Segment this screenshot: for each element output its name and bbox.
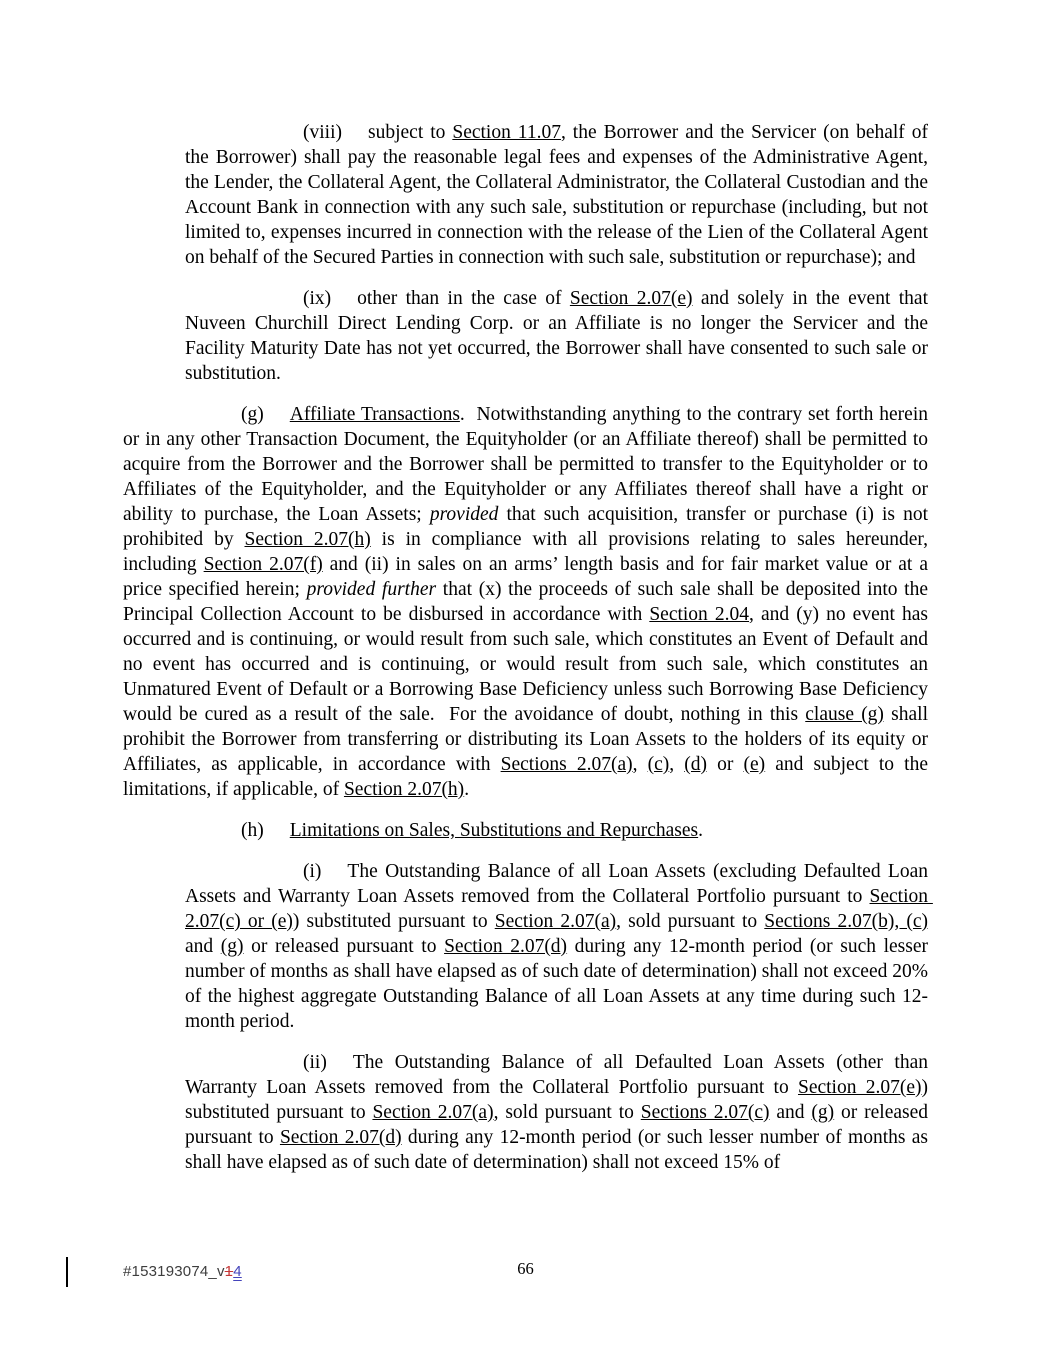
text-run: clause (g) [805,704,884,725]
text-run: . [698,820,704,841]
text-run: (e) [743,754,766,775]
text-run: (g) [220,936,244,957]
text-run: (viii) [303,122,342,143]
text-run: or [707,754,744,775]
text-run: Sections 2.07(b), (c) [764,911,928,932]
text-run: (ix) [303,288,332,309]
text-run: Section 2.07(h) [244,529,371,550]
text-run: , [632,754,648,775]
text-run: , [669,754,685,775]
text-run: Affiliate Transactions [289,404,460,425]
text-run: , and (y) no event has occurred and is continuing, or would result from such sale, which constitutes an Event of Default and no event has occurred and is continuing, or would result from such sale, which constitutes an Unmatured Event of Default or a Borrowing Base Deficiency unless such Borrowing Base Deficiency would be cured as a result of the sale. For the avoidance of doubt, nothing in this [123,604,933,725]
text-run: and subject to the limitations, if applicable, of [123,754,933,800]
text-run: Section 2.07(f) [203,554,323,575]
page-number: 66 [517,1259,534,1278]
text-run: during any 12-month period (or such lesser number of months as shall have elapsed as of such date of determination) shall not exceed 15% of [185,1127,933,1173]
paragraph-ii [185,1050,933,1175]
text-run: and [769,1102,812,1123]
text-run: Section 2.07(h) [343,779,465,800]
paragraph-viii [185,120,933,270]
text-run: Sections 2.07(a) [500,754,633,775]
text-run: , sold pursuant to [616,911,765,932]
text-run: Limitations on Sales, Substitutions and Repurchases [289,820,699,841]
text-run: Section 2.07(a) [372,1102,494,1123]
text-run: (c) [647,754,670,775]
text-run: or released pursuant to [185,1102,933,1148]
text-run: The Outstanding Balance of all Loan Assets (excluding Defaulted Loan Assets and Warranty Loan Assets removed from the Collateral Portfolio pursuant to [185,861,932,907]
text-run: (ii) [303,1052,327,1073]
text-run: provided [429,504,499,525]
text-run: , the Borrower and the Servicer (on behalf of the Borrower) shall pay the reasonable legal fees and expenses of the Administrative Agent, the Lender, the Collateral Agent, the Collateral Administrator, the Collateral Custodian and the Account Bank in connection with any such sale, substitution or repurchase (including, but not limited to, expenses incurred in connection with the release of the Lien of the Collateral Agent on behalf of the Secured Parties in connection with such sale, substitution or repurchase); and [185,122,933,268]
text-run: Section 11.07 [452,122,561,143]
text-run: or released pursuant to [243,936,445,957]
doc-id-deleted-text: 1 [224,1263,234,1280]
text-run: that such acquisition, transfer or purchase (i) is not prohibited by [123,504,933,550]
text-run: provided further [306,579,437,600]
text-run: (h) [241,820,264,841]
paragraph-i [185,859,933,1034]
text-run: . Notwithstanding anything to the contrary set forth herein or in any other Transaction Document, the Equityholder (or an Affiliate thereof) shall be permitted to acquire from the Borrower and the Borrower shall be permitted to transfer to the Equityholder or to Affiliates of the Equityholder, and the Equityholder or any Affiliates thereof shall have a right or ability to purchase, the Loan Assets; [123,404,933,525]
text-run: Section 2.07(c) or (e) [185,886,933,932]
text-run: Section 2.07(a) [494,911,617,932]
paragraph-h [123,818,928,843]
text-run: (g) [811,1102,835,1123]
change-bar-icon [66,1257,68,1287]
doc-id-inserted-text: 4 [233,1263,242,1280]
text-run: and solely in the event that Nuveen Churchill Direct Lending Corp. or an Affiliate is no longer the Servicer and the Facility Maturity Date has not yet occurred, the Borrower shall have consented to such sale or substitution. [185,288,933,384]
text-run: Section 2.07(d) [444,936,568,957]
text-run: Section 2.07(e) [797,1077,922,1098]
text-run: (i) [303,861,322,882]
text-run: and (ii) in sales on an arms’ length basis and for fair market value or at a price specified herein; [123,554,933,600]
text-run: and [185,911,933,957]
text-run: (g) [241,404,264,425]
text-run: during any 12-month period (or such lesser number of months as shall have elapsed as of such date of determination) shall not exceed 20% of the highest aggregate Outstanding Balance of all Loan Assets at any time during such 12-month period. [185,936,933,1032]
text-run: other than in the case of [357,288,570,309]
text-run: . [464,779,470,800]
text-run: is in compliance with all provisions relating to sales hereunder, including [123,529,933,575]
paragraph-g [123,402,933,802]
text-run: The Outstanding Balance of all Defaulted Loan Assets (other than Warranty Loan Assets removed from the Collateral Portfolio pursuant to [185,1052,933,1098]
text-run: Section 2.07(e) [569,288,693,309]
text-run: ) substituted pursuant to [185,1077,933,1123]
text-run: subject to [368,122,453,143]
text-run: Section 2.07(d) [279,1127,402,1148]
text-run: (d) [684,754,707,775]
text-run: shall prohibit the Borrower from transferring or distributing its Loan Assets to the holders of its equity or Affiliates, as applicable, in accordance with [123,704,933,775]
document-body [123,120,933,1191]
text-run: , sold pursuant to [493,1102,641,1123]
text-run: that (x) the proceeds of such sale shall be deposited into the Principal Collection Account to be disbursed in accordance with [123,579,933,625]
text-run: Sections 2.07(c) [640,1102,770,1123]
doc-id-prefix: #153193074_v [123,1263,225,1280]
text-run: Section 2.04 [649,604,750,625]
text-run: ) substituted pursuant to [292,911,495,932]
paragraph-ix [185,286,933,386]
